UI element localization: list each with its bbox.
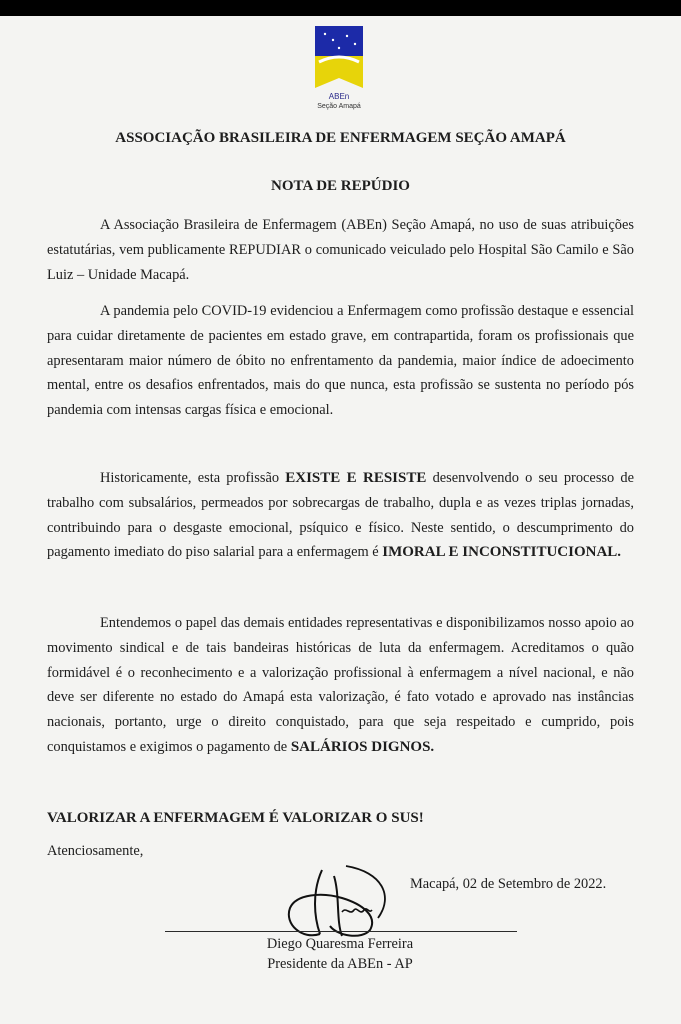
paragraph-2 [47,299,634,423]
closing-salutation: Atenciosamente, [47,843,144,859]
aben-flag-icon [311,22,367,92]
signature-line [165,931,517,932]
paragraph-3-text-c: desenvolvendo o seu processo de trabalho com subsalários, permeados por sobrecargas de trabalho, dupla e as vezes triplas jornadas, contribuindo para o desgaste emocional, psíquico e físico. Neste sentido, o descumprimento do pagamento imediato do piso salarial para a enfermagem é [47,470,634,561]
signer-role: Presidente da ABEn - AP [267,956,413,972]
aben-logo [303,22,375,114]
paragraph-3 [47,466,634,565]
paragraph-1 [47,213,634,287]
logo-section: Seção Amapá [317,103,361,110]
paragraph-4 [47,611,634,760]
paragraph-1-text: A Associação Brasileira de Enfermagem (ABEn) Seção Amapá, no uso de suas atribuições estatutárias, vem publicamente REPUDIAR o comunicado veiculado pelo Hospital São Camilo e São Luiz – Unidade Macapá. [47,217,634,283]
paragraph-2-text: A pandemia pelo COVID-19 evidenciou a Enfermagem como profissão destaque e essencial para cuidar diretamente de pacientes em estado grave, em contrapartida, foram os profissionais que apresentaram maior número de óbito no enfrentamento da pandemia, maior índice de adoecimento mental, entre os desafios enfrentados, mais do que nunca, esta profissão se sustenta no período pós pandemia com intensas cargas física e emocional. [47,303,634,419]
place-and-date: Macapá, 02 de Setembro de 2022. [410,876,607,892]
logo-abbreviation: ABEn [328,92,350,101]
top-bar [0,0,681,16]
paragraph-4-text: Entendemos o papel das demais entidades representativas e disponibilizamos nosso apoio ao movimento sindical e de tais bandeiras históricas de luta da enfermagem. Acreditamos o quão formidável é o reconhecimento e a valorização profissional à enfermagem a nível nacional, e não deve ser diferente no estado do Amapá esta valorização, é fato votado e aprovado nas instâncias nacionais, portanto, urge o direito conquistado, para que seja respeitado e cumprido, pois conquistamos e exigimos o pagamento de [47,615,634,755]
slogan: VALORIZAR A ENFERMAGEM É VALORIZAR O SUS! [47,810,424,826]
paragraph-3-conclusion: IMORAL E INCONSTITUCIONAL. [382,544,622,561]
paragraph-3-text-a: Historicamente, esta profissão [100,470,280,486]
paragraph-3-emphasis: EXISTE E RESISTE [285,470,427,486]
signer-name: Diego Quaresma Ferreira [266,936,414,952]
paragraph-4-emphasis: SALÁRIOS DIGNOS. [290,738,435,755]
organization-title: ASSOCIAÇÃO BRASILEIRA DE ENFERMAGEM SEÇÃO AMAPÁ [115,130,566,146]
handwritten-signature [282,862,402,942]
document-title: NOTA DE REPÚDIO [271,178,410,194]
